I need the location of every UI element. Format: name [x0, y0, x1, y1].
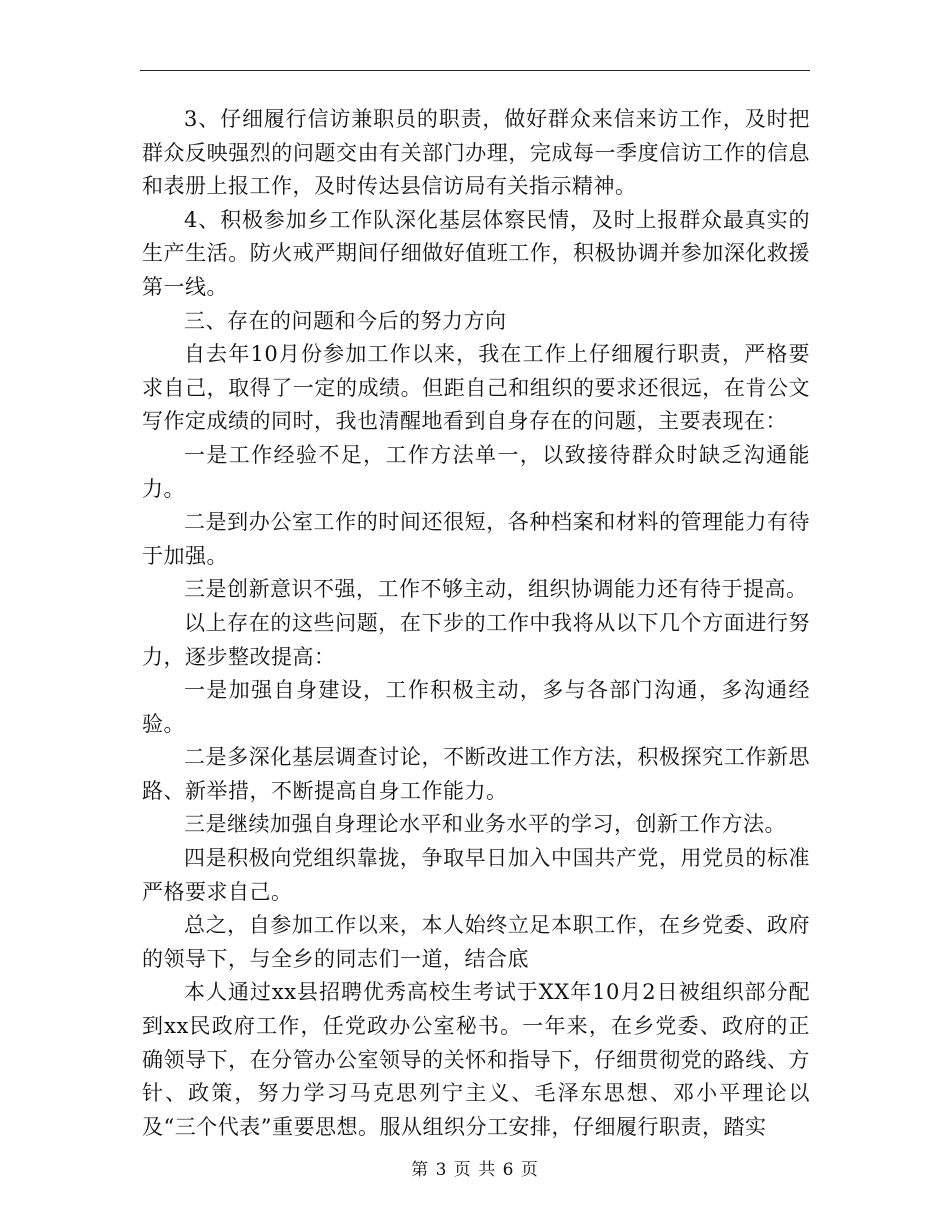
paragraph: 二是多深化基层调查讨论，不断改进工作方法，积极探究工作新思路、新举措，不断提高自身工作能力。: [142, 745, 810, 803]
document-body: [142, 103, 810, 1144]
section-heading: 三、存在的问题和今后的努力方向: [184, 308, 507, 333]
paragraph: 3、仔细履行信访兼职员的职责，做好群众来信来访工作，及时把群众反映强烈的问题交由有关部门办理，完成每一季度信访工作的信息和表册上报工作，及时传达县信访局有关指示精神。: [142, 107, 810, 199]
paragraph: 四是积极向党组织靠拢，争取早日加入中国共产党，用党员的标准严格要求自己。: [142, 846, 810, 904]
paragraph: 4、积极参加乡工作队深化基层体察民情，及时上报群众最真实的生产生活。防火戒严期间仔细做好值班工作，积极协调并参加深化救援第一线。: [142, 207, 810, 299]
paragraph: 以上存在的这些问题，在下步的工作中我将从以下几个方面进行努力，逐步整改提高：: [142, 610, 810, 669]
header-rule: [140, 70, 810, 71]
paragraph: 三是创新意识不强，工作不够主动，组织协调能力还有待于提高。: [184, 577, 808, 602]
paragraph: 总之，自参加工作以来，本人始终立足本职工作，在乡党委、政府的领导下，与全乡的同志们一道，结合底: [142, 913, 810, 971]
paragraph: 自去年10月份参加工作以来，我在工作上仔细履行职责，严格要求自己，取得了一定的成绩。但距自己和组织的要求还很远，在肯公文写作定成绩的同时，我也清醒地看到自身存在的问题，主要表现在：: [142, 342, 810, 434]
paragraph: 一是工作经验不足，工作方法单一，以致接待群众时缺乏沟通能力。: [142, 442, 810, 501]
paragraph: 本人通过xx县招聘优秀高校生考试于XX年10月2日被组织部分配到xx民政府工作，任党政办公室秘书。一年来，在乡党委、政府的正确领导下，在分管办公室领导的关怀和指导下，仔细贯彻党的路线、方针、政策，努力学习马克思列宁主义、毛泽东思想、邓小平理论以及“三个代表”重要思想。服从组织分工安排，仔细履行职责，踏实: [142, 980, 810, 1139]
page-number-footer: 第 3 页 共 6 页: [411, 1160, 539, 1180]
paragraph: 三是继续加强自身理论水平和业务水平的学习，创新工作方法。: [184, 812, 786, 837]
paragraph: 二是到办公室工作的时间还很短，各种档案和材料的管理能力有待于加强。: [142, 510, 810, 568]
paragraph: 一是加强自身建设，工作积极主动，多与各部门沟通，多沟通经验。: [142, 678, 810, 736]
